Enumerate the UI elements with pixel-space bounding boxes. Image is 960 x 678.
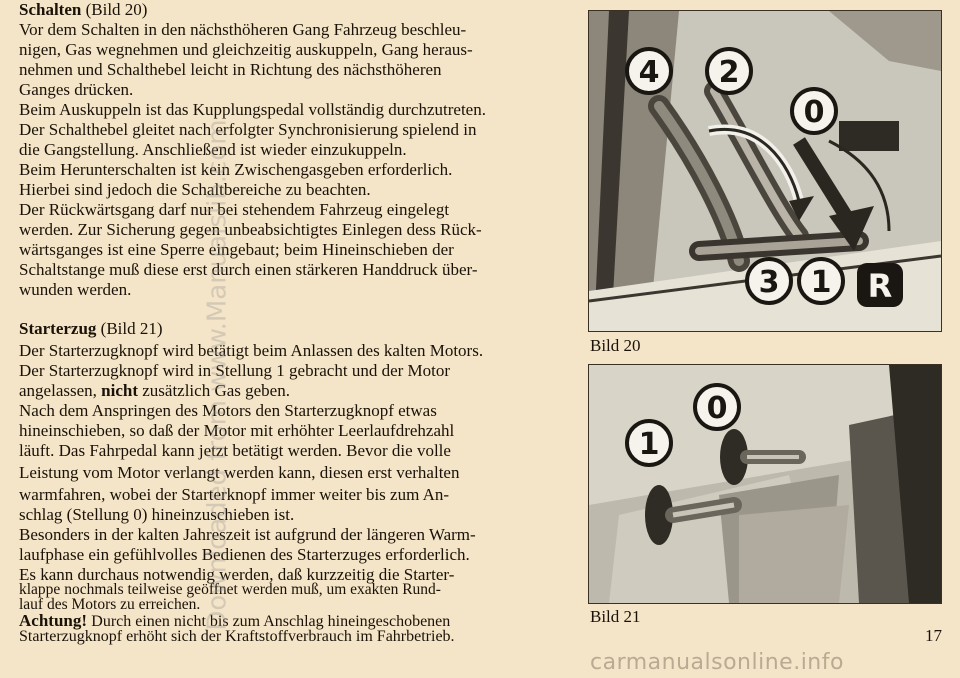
body-line: Beim Herunterschalten ist kein Zwischengasgeben erforderlich. xyxy=(19,160,453,179)
body-line: Der Schalthebel gleitet nach erfolgter Synchronisierung spielend in xyxy=(19,120,477,139)
section2-title: Starterzug xyxy=(19,319,97,338)
body-line: Ganges drücken. xyxy=(19,80,134,99)
bild21-label-1: 1 xyxy=(638,427,660,462)
figure-bild-21 xyxy=(588,364,942,604)
section1-ref: (Bild 20) xyxy=(85,0,148,19)
section1-heading xyxy=(19,0,147,20)
line-pre: angelassen, xyxy=(19,381,97,400)
achtung-label: Achtung! xyxy=(19,611,88,630)
starter-knob-illustration xyxy=(589,365,941,603)
body-line: laufphase ein gefühlvolles Bedienen des Starterzuges erforderlich. xyxy=(19,545,470,564)
body-line: warmfahren, wobei der Starterknopf immer weiter bis zum An- xyxy=(19,485,450,504)
body-line: schlag (Stellung 0) hineinzuschieben ist. xyxy=(19,505,295,524)
watermark: Downloaded from www.Manualslib.com xyxy=(202,119,233,631)
body-line: wunden werden. xyxy=(19,280,132,299)
bild20-label-4: 4 xyxy=(638,55,660,90)
bild20-label-0: 0 xyxy=(803,95,825,130)
body-line: Der Rückwärtsgang darf nur bei stehendem Fahrzeug eingelegt xyxy=(19,200,450,219)
body-line: läuft. Das Fahrpedal kann jetzt betätigt werden. Bevor die volle xyxy=(19,441,451,460)
line-post: zusätzlich Gas geben. xyxy=(142,381,290,400)
body-line: Nach dem Anspringen des Motors den Starterzugknopf etwas xyxy=(19,401,437,420)
bild21-label-0: 0 xyxy=(706,391,728,426)
body-line: Leistung vom Motor verlangt werden kann, diesen erst verhalten xyxy=(19,463,460,482)
body-line: wärtsganges ist eine Sperre eingebaut; beim Hineinschieben der xyxy=(19,240,454,259)
achtung-text: Durch einen nicht bis zum Anschlag hineingeschobenen xyxy=(91,613,451,630)
body-line: Der Starterzugknopf wird in Stellung 1 gebracht und der Motor xyxy=(19,361,451,380)
caption-bild-21: Bild 21 xyxy=(590,607,641,626)
achtung-line-2: Starterzugknopf erhöht sich der Kraftstoffverbrauch im Fahrbetrieb. xyxy=(19,628,455,645)
bild20-label-3: 3 xyxy=(758,265,780,300)
figure-bild-20 xyxy=(588,10,942,332)
emphasis-nicht: nicht xyxy=(101,381,138,400)
body-line: hineinschieben, so daß der Motor mit erhöhter Leerlaufdrehzahl xyxy=(19,421,455,440)
caption-bild-20: Bild 20 xyxy=(590,336,641,355)
body-line: Der Starterzugknopf wird betätigt beim Anlassen des kalten Motors. xyxy=(19,341,484,360)
section2-heading xyxy=(19,319,163,339)
bild20-label-r: R xyxy=(867,267,893,305)
body-line-small: lauf des Motors zu erreichen. xyxy=(19,596,201,613)
body-line: Hierbei sind jedoch die Schaltbereiche zu beachten. xyxy=(19,180,371,199)
site-footer: carmanualsonline.info xyxy=(590,650,844,675)
body-line: die Gangstellung. Anschließend ist wieder einzukuppeln. xyxy=(19,140,407,159)
section2-ref: (Bild 21) xyxy=(100,319,163,338)
bild20-label-2: 2 xyxy=(718,55,740,90)
body-line-small: klappe nochmals teilweise geöffnet werden muß, um exakten Rund- xyxy=(19,581,441,598)
body-line: Schaltstange muß diese erst durch einen stärkeren Handdruck über- xyxy=(19,260,478,279)
body-line: Vor dem Schalten in den nächsthöheren Gang Fahrzeug beschleu- xyxy=(19,20,467,39)
body-line: werden. Zur Sicherung gegen unbeabsichtigtes Einlegen dess Rück- xyxy=(19,220,482,239)
body-line-mixed xyxy=(19,381,290,401)
body-line: nigen, Gas wegnehmen und gleichzeitig auskuppeln, Gang heraus- xyxy=(19,40,473,59)
bild20-label-1: 1 xyxy=(810,265,832,300)
gearshift-illustration xyxy=(589,11,941,331)
body-line: Besonders in der kalten Jahreszeit ist aufgrund der längeren Warm- xyxy=(19,525,476,544)
page-number: 17 xyxy=(925,626,942,645)
body-line: Es kann durchaus notwendig werden, daß kurzzeitig die Starter- xyxy=(19,565,455,584)
body-line: nehmen und Schalthebel leicht in Richtung des nächsthöheren xyxy=(19,60,442,79)
body-line: Beim Auskuppeln ist das Kupplungspedal vollständig durchzutreten. xyxy=(19,100,486,119)
section1-title: Schalten xyxy=(19,0,82,19)
